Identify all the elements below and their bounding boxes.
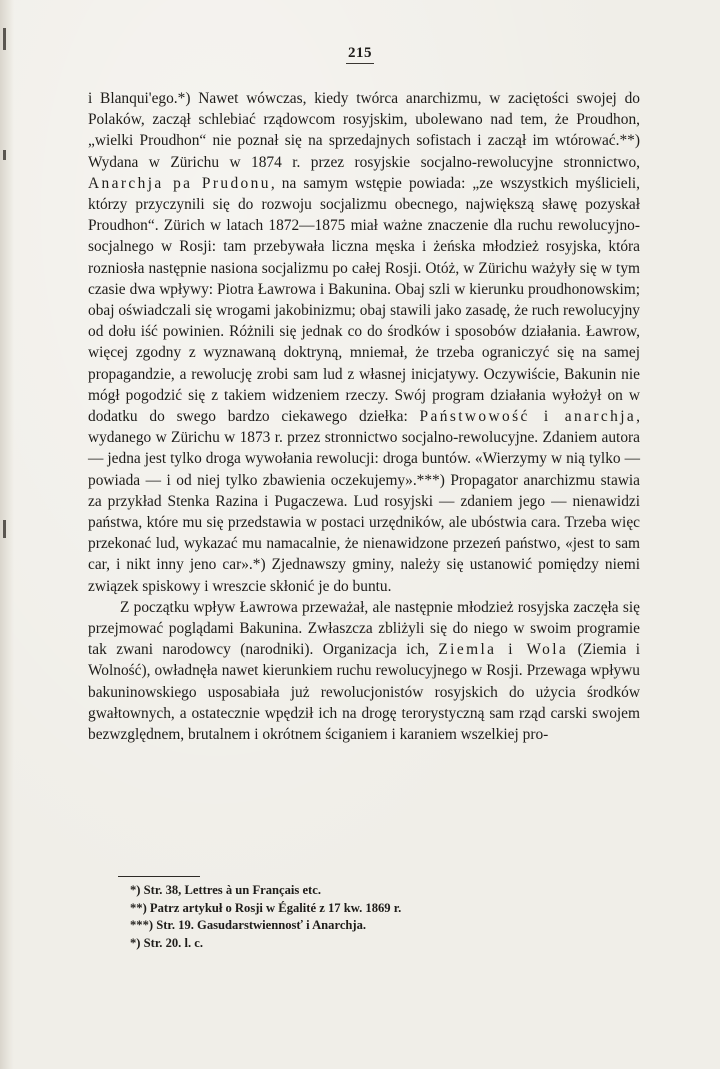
paragraph xyxy=(88,88,640,597)
body-text xyxy=(88,88,640,745)
paragraph-text: , na samym wstępie powiada: „ze wszystkich myślicieli, którzy przyczynili się do rozwoju socjalizmu obecnego, największą sławę pozyskał Proudhon“. Zürich w latach 1872—1875 miał ważne znaczenie dla ruchu rewolucyjno-socjalnego w Rosji: tam przebywała liczna męska i żeńska młodzież rosyjska, która rozniosła następnie nasiona socjalizmu po całej Rosji. Otóż, w Zürichu ważyły się w tym czasie dwa wpływy: Piotra Ławrowa i Bakunina. Obaj szli w kierunku proudhonowskim; obaj oświadczali się wrogami jakobinizmu; obaj stawili jako zasadę, że ruch rewolucyjny od dołu iść powinien. Różnili się jednak co do środków i sposobów działania. Ławrow, więcej zgodny z wyznawaną doktryną, mniemał, że trzeba ograniczyć się na samej propagandzie, a rewolucję zrobi sam lud z własnej inicjatywy. Oczywiście, Bakunin nie mógł pogodzić się z takiem widzeniem rzeczy. Swój program działania wyłożył on w dodatku do swego bardzo ciekawego dziełka: xyxy=(88,174,640,426)
book-spine-edge xyxy=(0,0,14,1069)
footnotes xyxy=(130,882,610,952)
paragraph-text: i Blanqui'ego.*) Nawet wówczas, kiedy twórca anarchizmu, w zaciętości swojej do Polaków, zaczął schlebiać rządowcom rosyjskim, ubolewano nad tem, że Proudhon, „wielki Proudhon“ nie poznał się na sprzedajnych sofistach i zaczął im wtórować.**) Wydana w Zürichu w 1874 r. przez rosyjskie socjalno-rewolucyjne stronnictwo, xyxy=(88,90,640,171)
footnote-divider xyxy=(118,876,200,877)
paragraph-text: Z początku wpływ Ławrowa przeważał, ale następnie młodzież rosyjska zaczęła się przejmować poglądami Bakunina. Zwłaszcza zbliżyli się do niego w swoim programie tak zwani narodowcy (narodniki). Organizacja ich, xyxy=(88,598,640,659)
spine-mark xyxy=(3,150,6,160)
footnote: *) Str. 38, Lettres à un Français etc. xyxy=(130,883,321,897)
page-number: 215 xyxy=(346,45,374,64)
footnote: *) Str. 20. l. c. xyxy=(130,935,203,950)
page-header xyxy=(0,44,720,64)
footnote: ***) Str. 19. Gasudarstwiennosť i Anarchja. xyxy=(130,918,367,932)
paragraph xyxy=(88,597,640,745)
paragraph-text: (Ziemia i Wolność), owładnęła nawet kierunkiem ruchu rewolucyjnego w Rosji. Przewaga wpływu bakuninowskiego usposabiała już rewolucjonistów rosyjskich do użycia środków gwałtownych, a ostatecznie wpędził ich na drogę terorystyczną sam rząd carski swojem bezwzględnem, brutalnem i okrótnem ściganiem i karaniem wszelkiej pro- xyxy=(88,641,641,744)
footnote: **) Patrz artykuł o Rosji w Égalité z 17 kw. 1869 r. xyxy=(130,900,402,915)
paragraph-text: , wydanego w Zürichu w 1873 r. przez stronnictwo socjalno-rewolucyjne. Zdaniem autora — jedna jest tylko droga wywołania rewolucji: droga buntów. «Wierzymy w nią tylko — powiada — i od niej tylko zbawienia oczekujemy».***) Propagator anarchizmu stawia za przykład Stenka Razina i Pugaczewa. Lud rosyjski — zdaniem jego — nienawidzi państwa, które mu się przedstawia w postaci urzędników, ale ubóstwia cara. Trzeba więc przekonać lud, wykazać mu namacalnie, że nienawidzone przezeń państwo, «jest to sam car, i nikt inny jeno car».*) Zjednawszy gminy, należy się ustanowić pomiędzy niemi związek spiskowy i wreszcie skłonić je do buntu. xyxy=(88,408,640,595)
spine-mark xyxy=(3,520,6,538)
spaced-title-text: Ziemla i Wola xyxy=(438,641,569,659)
spaced-title-text: Państwowość i anarchja xyxy=(419,408,637,426)
spaced-title-text: Anarchja pa Prudonu xyxy=(88,174,271,192)
